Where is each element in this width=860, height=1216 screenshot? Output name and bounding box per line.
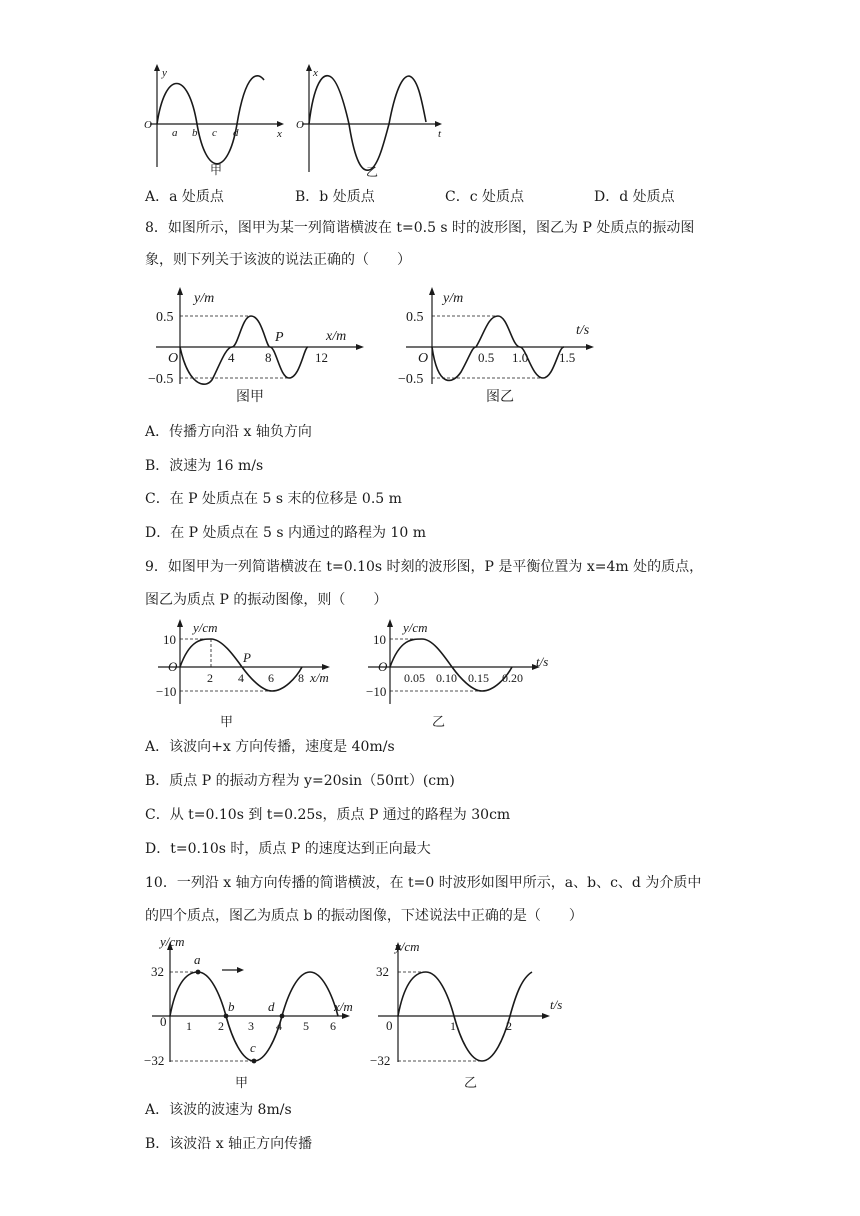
q9-option-c[interactable]: C．从 t=0.10s 到 t=0.25s，质点 P 通过的路程为 30cm [145,807,511,823]
y-axis-label: y/m [194,291,215,306]
t-tick-1.0: 1.0 [512,350,529,365]
y-max-label: 10 [163,632,176,647]
q8-option-b[interactable]: B．波速为 16 m/s [145,458,264,474]
figure-caption: 图甲 [236,390,264,405]
y-min-label: −32 [144,1053,165,1066]
figure-caption: 图乙 [486,390,514,405]
y-max-label: 0.5 [406,310,424,325]
x-tick-8: 8 [298,671,304,685]
point-c-label: c [250,1040,256,1055]
x-axis-label: x [277,128,282,140]
q9-option-a[interactable]: A．该波向+x 方向传播，速度是 40m/s [145,739,395,755]
q9-figure-b [356,616,566,731]
origin-label: O [168,659,178,674]
point-p-label: P [243,650,251,665]
q7-option-c[interactable]: C．c 处质点 [445,189,525,205]
t-tick-0.15: 0.15 [468,671,489,685]
t-tick-0.05: 0.05 [404,671,425,685]
y-axis-label: y [162,67,167,79]
t-tick-2: 2 [506,1019,512,1033]
y-axis-label: y/cm [403,620,428,635]
y-min-label: −10 [366,684,387,699]
x-tick-2: 2 [207,671,213,685]
q8-stem-line1: 8．如图所示，图甲为某一列简谐横波在 t=0.5 s 时的波形图，图乙为 P 处质点的振动图 [145,220,695,236]
point-b-label: b [192,127,198,139]
q8-stem-line2: 象，则下列关于该波的说法正确的（ ） [145,252,411,268]
point-d-label: d [268,999,275,1014]
t-tick-0.20: 0.20 [502,671,523,685]
q7-figure-left [140,62,290,177]
q9-option-d[interactable]: D．t=0.10s 时，质点 P 的速度达到正向最大 [145,841,431,857]
x-axis-label: x/m [334,999,353,1014]
y-min-label: −32 [370,1053,391,1066]
x-tick-4: 4 [228,350,235,365]
y-min-label: −0.5 [148,372,174,387]
x-tick-12: 12 [315,350,328,365]
origin-label: O [378,659,388,674]
point-c-label: c [212,127,217,139]
t-axis-label: t/s [576,323,590,338]
q10-figure-a-caption: 甲 [235,1076,249,1091]
t-tick-0.10: 0.10 [436,671,457,685]
x-tick-6: 6 [268,671,274,685]
point-p-label: P [275,330,284,345]
t-axis-label: t/s [536,654,549,669]
q7-option-b[interactable]: B．b 处质点 [295,189,375,205]
q8-option-a[interactable]: A．传播方向沿 x 轴负方向 [145,424,312,440]
q9-stem-line1: 9．如图甲为一列简谐横波在 t=0.10s 时刻的波形图，P 是平衡位置为 x=4m 处的质点， [145,559,704,575]
x-axis-label: x [313,67,318,79]
q7-option-d[interactable]: D．d 处质点 [594,189,675,205]
x-tick-3: 3 [248,1019,254,1033]
point-b-label: b [228,999,235,1014]
x-tick-5: 5 [303,1019,309,1033]
t-axis-label: t/s [550,997,563,1012]
point-d-label: d [233,127,239,139]
x-tick-8: 8 [265,350,272,365]
q10-figure-b-caption: 乙 [464,1076,478,1091]
y-axis-label: y/cm [193,620,218,635]
y-axis-label: y/m [443,291,464,306]
y-min-label: −10 [156,684,177,699]
y-axis-label: y/cm [395,939,420,954]
q10-stem-line2: 的四个质点，图乙为质点 b 的振动图像，下述说法中正确的是（ ） [145,908,583,924]
x-axis-label: x/m [310,670,329,685]
figure-caption: 乙 [366,165,379,179]
q7-option-a[interactable]: A．a 处质点 [145,189,224,205]
q9-figure-a [150,616,350,731]
origin-label: O [418,351,429,366]
x-tick-4: 4 [238,671,244,685]
y-axis-label: y/cm [160,934,185,949]
origin-label: O [168,351,179,366]
q7-figure-right [292,62,452,180]
y-max-label: 32 [376,964,389,979]
x-tick-2: 2 [218,1019,224,1033]
y-max-label: 10 [373,632,386,647]
x-axis-label: x/m [326,329,347,344]
t-tick-1.5: 1.5 [559,350,576,365]
q10-option-a[interactable]: A．该波的波速为 8m/s [145,1102,292,1118]
q8-figure-b [398,284,598,410]
y-min-label: −0.5 [398,372,424,387]
point-a-label: a [194,952,201,967]
x-tick-6: 6 [330,1019,336,1033]
y-max-label: 0.5 [156,310,174,325]
figure-caption: 甲 [220,714,234,729]
x-tick-1: 1 [186,1019,192,1033]
q10-figure-b [370,934,570,1066]
q8-option-c[interactable]: C．在 P 处质点在 5 s 末的位移是 0.5 m [145,491,402,507]
x-tick-4: 4 [276,1019,282,1033]
point-a-label: a [172,127,178,139]
t-tick-0.5: 0.5 [478,350,495,365]
q8-figure-a [148,284,368,410]
y-max-label: 32 [151,964,164,979]
q9-option-b[interactable]: B．质点 P 的振动方程为 y=20sin（50πt）(cm) [145,773,455,789]
origin-label: 0 [160,1014,167,1029]
figure-caption: 甲 [210,163,223,177]
t-tick-1: 1 [450,1019,456,1033]
t-axis-label: t [438,128,442,140]
q10-stem-line1: 10．一列沿 x 轴方向传播的简谐横波，在 t=0 时波形如图甲所示，a、b、c、d 为介质中 [145,875,702,891]
origin-label: O [296,119,304,131]
origin-label: 0 [386,1018,393,1033]
figure-caption: 乙 [432,714,446,729]
q10-option-b[interactable]: B．该波沿 x 轴正方向传播 [145,1136,313,1152]
q10-figure-a [144,934,364,1066]
q9-stem-line2: 图乙为质点 P 的振动图像，则（ ） [145,592,388,608]
origin-label: O [144,119,152,131]
q8-option-d[interactable]: D．在 P 处质点在 5 s 内通过的路程为 10 m [145,525,426,541]
